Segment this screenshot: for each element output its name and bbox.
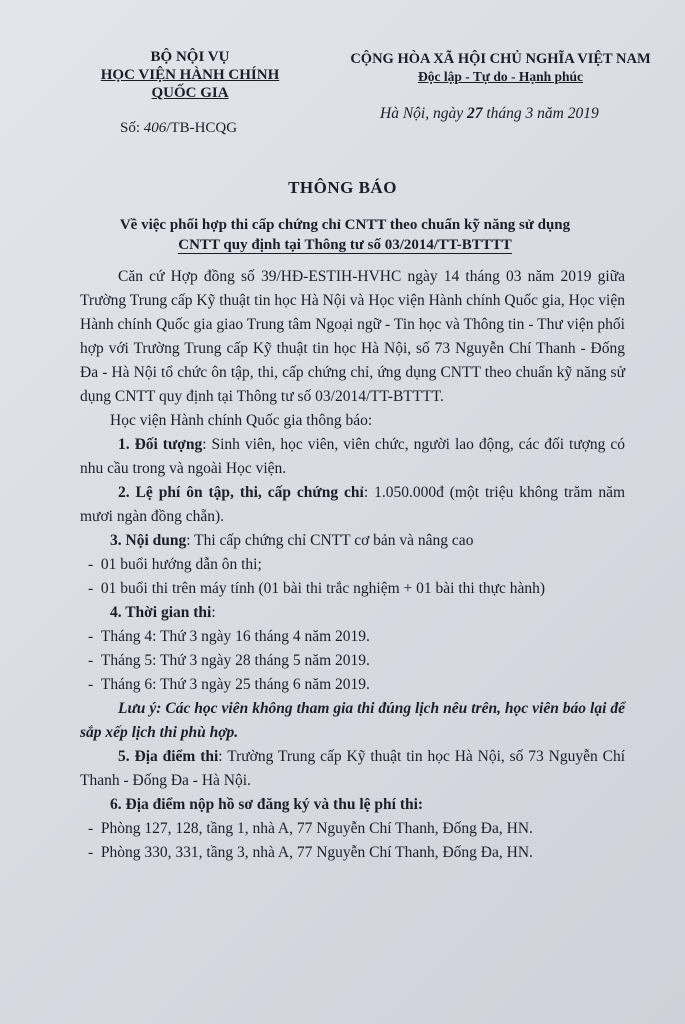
document-subtitle: Về việc phối hợp thi cấp chứng chỉ CNTT theo chuẩn kỹ năng sử dụng CNTT quy định tại Thông tư số 03/2014/TT-BTTTT bbox=[119, 217, 571, 253]
section-1: 1. Đối tượng: Sinh viên, học viên, viên chức, người lao động, các đối tượng có nhu cầu trong và ngoài Học viện. bbox=[80, 436, 625, 477]
document-body bbox=[80, 265, 625, 865]
ministry-name: BỘ NỘI VỤ bbox=[150, 49, 230, 65]
list-item: - Tháng 4: Thứ 3 ngày 16 tháng 4 năm 2019. bbox=[88, 628, 370, 645]
list-item: - Phòng 330, 331, tầng 3, nhà A, 77 Nguyễn Chí Thanh, Đống Đa, HN. bbox=[88, 844, 533, 861]
national-heading bbox=[333, 50, 668, 86]
issue-date: Hà Nội, ngày 27 tháng 3 năm 2019 bbox=[380, 105, 599, 122]
announce-line: Học viện Hành chính Quốc gia thông báo: bbox=[110, 412, 373, 429]
section-2: 2. Lệ phí ôn tập, thi, cấp chứng chỉ: 1.050.000đ (một triệu không trăm năm mươi ngàn đồng chẵn). bbox=[80, 484, 626, 525]
organization-name-line2: QUỐC GIA bbox=[151, 85, 229, 101]
intro-paragraph: Căn cứ Hợp đồng số 39/HĐ-ESTIH-HVHC ngày 14 tháng 03 năm 2019 giữa Trường Trung cấp Kỹ thuật tin học Hà Nội và Học viện Hành chính Quốc gia, Học viện Hành chính Quốc gia giao Trung tâm Ngoại ngữ - Tin học và Thông tin - Thư viện phối hợp với Trường Trung cấp Kỹ thuật tin học Hà Nội, số 73 Nguyễn Chí Thanh - Đống Đa - Hà Nội tổ chức ôn tập, thi, cấp chứng chỉ, ứng dụng CNTT theo chuẩn kỹ năng sử dụng CNTT quy định tại Thông tư số 03/2014/TT-BTTTT. bbox=[80, 268, 625, 405]
list-item: - 01 buổi thi trên máy tính (01 bài thi trắc nghiệm + 01 bài thi thực hành) bbox=[88, 580, 546, 597]
national-motto: Độc lập - Tự do - Hạnh phúc bbox=[417, 69, 584, 84]
country-name: CỘNG HÒA XÃ HỘI CHỦ NGHĨA VIỆT NAM bbox=[350, 51, 651, 67]
list-item: - 01 buổi hướng dẫn ôn thi; bbox=[88, 556, 262, 573]
section-5: 5. Địa điểm thi: Trường Trung cấp Kỹ thuật tin học Hà Nội, số 73 Nguyễn Chí Thanh - Đống Đa - Hà Nội. bbox=[80, 748, 625, 789]
section-4: 4. Thời gian thi: bbox=[110, 604, 216, 621]
organization-name-line1: HỌC VIỆN HÀNH CHÍNH bbox=[100, 67, 280, 83]
list-item: - Tháng 5: Thứ 3 ngày 28 tháng 5 năm 2019. bbox=[88, 652, 370, 669]
list-item: - Tháng 6: Thứ 3 ngày 25 tháng 6 năm 2019. bbox=[88, 676, 370, 693]
issuer-block bbox=[80, 48, 300, 102]
note-paragraph: Lưu ý: Các học viên không tham gia thi đúng lịch nêu trên, học viên báo lại để sắp xếp lịch thi phù hợp. bbox=[80, 700, 625, 741]
list-item: - Phòng 127, 128, tầng 1, nhà A, 77 Nguyễn Chí Thanh, Đống Đa, HN. bbox=[88, 820, 533, 837]
document-title: THÔNG BÁO bbox=[288, 178, 397, 197]
section-6: 6. Địa điểm nộp hồ sơ đăng ký và thu lệ phí thi: bbox=[110, 796, 424, 813]
document-number: Số: 406/TB-HCQG bbox=[120, 120, 238, 136]
section-3: 3. Nội dung: Thi cấp chứng chỉ CNTT cơ bản và nâng cao bbox=[110, 532, 474, 549]
